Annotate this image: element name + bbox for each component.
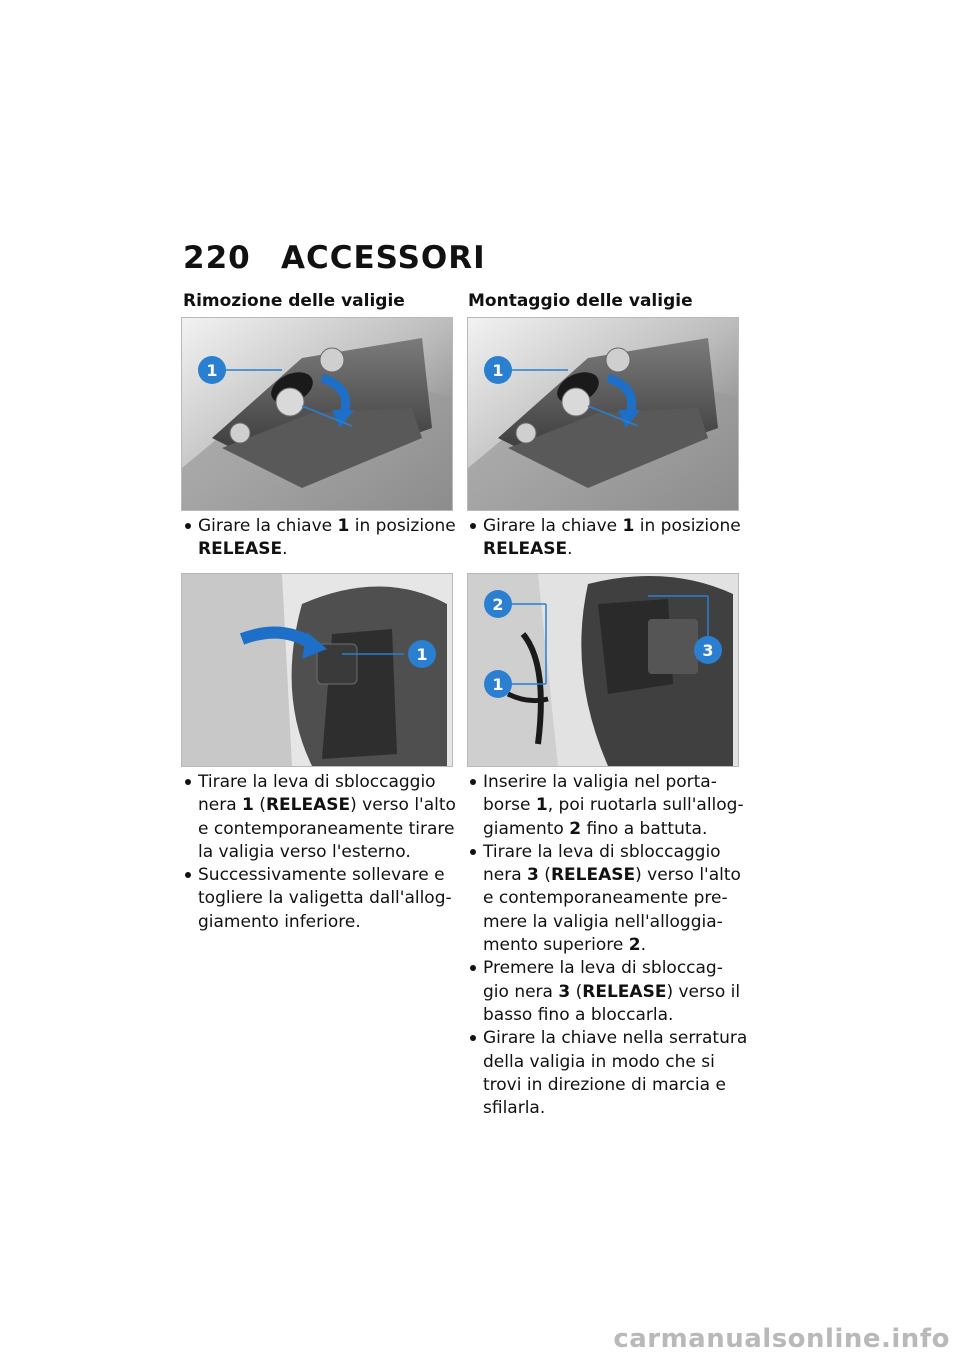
- step-line: e contemporaneamente pre-: [483, 888, 728, 909]
- step-line: RELEASE.: [483, 539, 573, 560]
- instruction-step: [468, 515, 740, 562]
- callout-number: 1: [492, 675, 504, 694]
- step-line: giamento 2 fino a battuta.: [483, 818, 708, 839]
- step-line: RELEASE.: [198, 539, 288, 560]
- instruction-step: [468, 1027, 748, 1120]
- watermark: carmanualsonline.info: [613, 1324, 950, 1354]
- step-line: mento superiore 2.: [483, 935, 646, 956]
- steps-mounting: [468, 771, 748, 1120]
- chapter-title: ACCESSORI: [281, 240, 486, 276]
- step-line: Girare la chiave nella serratura: [483, 1028, 748, 1049]
- bullet-icon: [185, 779, 191, 785]
- caption-key-release-mounting: [468, 515, 740, 562]
- steps-removal: [183, 771, 455, 934]
- bullet-icon: [185, 872, 191, 878]
- instruction-step: [468, 771, 743, 841]
- page-header: [183, 240, 486, 280]
- step-line: Tirare la leva di sbloccaggio: [483, 841, 721, 862]
- step-line: sfilarla.: [483, 1098, 546, 1119]
- figure-release-lever-removal: [181, 573, 453, 767]
- callout-number: 1: [416, 645, 428, 664]
- step-line: e contemporaneamente tirare: [198, 818, 455, 839]
- step-line: giamento inferiore.: [198, 911, 361, 932]
- step-line: Tirare la leva di sbloccaggio: [198, 772, 436, 792]
- callout-number: 1: [206, 361, 218, 380]
- page-number: 220: [183, 240, 251, 276]
- figure-case-mounting: [467, 573, 739, 767]
- step-line: nera 3 (RELEASE) verso l'alto: [483, 865, 741, 886]
- callout-number: 2: [492, 595, 504, 614]
- section-title-mounting: Montaggio delle valigie: [468, 291, 693, 311]
- key-lock-illustration: [182, 318, 452, 510]
- bullet-icon: [470, 523, 476, 529]
- instruction-step: [183, 771, 455, 864]
- callout-number: 3: [702, 641, 714, 660]
- figure-key-release-removal: [181, 317, 453, 511]
- callout-number: 1: [492, 361, 504, 380]
- step-line: mere la valigia nell'alloggia-: [483, 911, 723, 932]
- step-line: nera 1 (RELEASE) verso l'alto: [198, 795, 456, 816]
- step-line: basso fino a bloccarla.: [483, 1004, 674, 1025]
- step-line: borse 1, poi ruotarla sull'allog-: [483, 795, 744, 816]
- step-line: togliere la valigetta dall'allog-: [198, 888, 452, 909]
- step-line: Girare la chiave 1 in posizione: [198, 516, 456, 536]
- bullet-icon: [470, 779, 476, 785]
- case-lever-illustration: [182, 574, 452, 766]
- instruction-step: [183, 515, 456, 562]
- step-line: Premere la leva di sbloccag-: [483, 958, 723, 979]
- bullet-icon: [470, 849, 476, 855]
- bullet-icon: [185, 523, 191, 529]
- instruction-step: [183, 864, 455, 934]
- step-line: della valigia in modo che si: [483, 1051, 715, 1072]
- caption-key-release-removal: [183, 515, 456, 562]
- instruction-step: [468, 957, 743, 1027]
- section-title-removal: Rimozione delle valigie: [183, 291, 405, 311]
- bullet-icon: [470, 965, 476, 971]
- step-line: Successivamente sollevare e: [198, 865, 445, 886]
- step-line: Girare la chiave 1 in posizione: [483, 516, 741, 536]
- key-lock-illustration: [468, 318, 738, 510]
- figure-key-release-mounting: [467, 317, 739, 511]
- step-line: gio nera 3 (RELEASE) verso il: [483, 981, 741, 1002]
- step-line: trovi in direzione di marcia e: [483, 1074, 726, 1095]
- bullet-icon: [470, 1035, 476, 1041]
- step-line: Inserire la valigia nel porta-: [483, 772, 717, 792]
- step-line: la valigia verso l'esterno.: [198, 841, 411, 862]
- instruction-step: [468, 841, 743, 957]
- case-mount-illustration: [468, 574, 738, 766]
